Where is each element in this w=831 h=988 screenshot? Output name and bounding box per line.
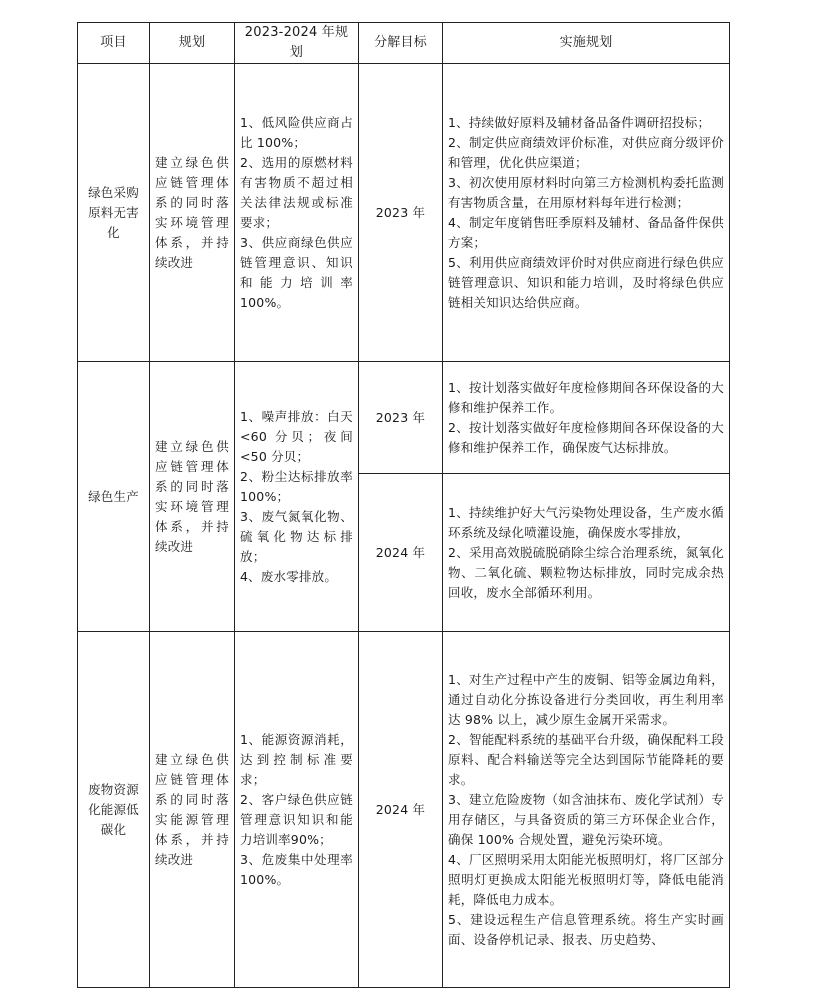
header-implementation: 实施规划 bbox=[443, 23, 730, 64]
header-item: 项目 bbox=[78, 23, 150, 64]
goal-line: 1、低风险供应商占比 100%； bbox=[240, 114, 353, 150]
goal-line: 3、废气氮氧化物、硫氧化物达标排放； bbox=[240, 508, 353, 564]
plan-table bbox=[77, 22, 730, 988]
target-year: 2024 年 bbox=[359, 632, 443, 988]
section-row bbox=[78, 632, 730, 988]
step-line: 2、制定供应商绩效评价标准，对供应商分级评价和管理，优化供应渠道； bbox=[448, 134, 724, 170]
step-line: 5、建设远程生产信息管理系统。将生产实时画面、设备停机记录、报表、历史趋势、 bbox=[448, 911, 724, 947]
header-row bbox=[78, 23, 730, 64]
plan-cell: 建立绿色供应链管理体系的同时落实能源管理体系，并持续改进 bbox=[150, 632, 235, 988]
implementation-cell bbox=[443, 632, 730, 988]
step-line: 3、初次使用原材料时向第三方检测机构委托监测有害物质含量，在用原材料每年进行检测； bbox=[448, 174, 724, 210]
plan-cell: 建立绿色供应链管理体系的同时落实环境管理体系，并持续改进 bbox=[150, 64, 235, 362]
goals-cell bbox=[235, 362, 359, 632]
step-line: 2、按计划落实做好年度检修期间各环保设备的大修和维护保养工作，确保废气达标排放。 bbox=[448, 419, 724, 455]
implementation-cell bbox=[443, 474, 730, 632]
item-cell: 绿色采购原料无害化 bbox=[78, 64, 150, 362]
goals-cell bbox=[235, 64, 359, 362]
header-plan-2023-2024: 2023-2024 年规划 bbox=[235, 23, 359, 64]
implementation-cell bbox=[443, 64, 730, 362]
target-year: 2023 年 bbox=[359, 362, 443, 474]
step-line: 5、利用供应商绩效评价时对供应商进行绿色供应链管理意识、知识和能力培训，及时将绿色供应链相关知识达给供应商。 bbox=[448, 254, 724, 310]
goals-cell bbox=[235, 632, 359, 988]
step-line: 1、按计划落实做好年度检修期间各环保设备的大修和维护保养工作。 bbox=[448, 379, 724, 415]
target-year: 2023 年 bbox=[359, 64, 443, 362]
goal-line: 2、选用的原燃材料有害物质不超过相关法律法规或标准要求； bbox=[240, 154, 353, 230]
implementation-cell bbox=[443, 362, 730, 474]
header-target: 分解目标 bbox=[359, 23, 443, 64]
goal-line: 4、废水零排放。 bbox=[240, 568, 338, 584]
step-line: 1、对生产过程中产生的废铜、铝等金属边角料，通过自动化分拣设备进行分类回收，再生利用率达 98% 以上，减少原生金属开采需求。 bbox=[448, 671, 724, 727]
section-row bbox=[78, 64, 730, 362]
goal-line: 1、噪声排放：白天<60 分贝；夜间<50 分贝； bbox=[240, 408, 353, 464]
goal-line: 3、危废集中处理率 100%。 bbox=[240, 851, 353, 887]
item-cell: 废物资源化能源低碳化 bbox=[78, 632, 150, 988]
header-plan: 规划 bbox=[150, 23, 235, 64]
step-line: 4、厂区照明采用太阳能光板照明灯，将厂区部分照明灯更换成太阳能光板照明灯等，降低电能消耗，降低电力成本。 bbox=[448, 851, 724, 907]
step-line: 2、智能配料系统的基础平台升级，确保配料工段原料、配合料输送等完全达到国际节能降耗的要求。 bbox=[448, 731, 724, 787]
goal-line: 1、能源资源消耗，达到控制标准要求； bbox=[240, 731, 353, 787]
step-line: 3、建立危险废物（如含油抹布、废化学试剂）专用存储区，与具备资质的第三方环保企业合作，确保 100% 合规处置，避免污染环境。 bbox=[448, 791, 724, 847]
section-row bbox=[78, 362, 730, 474]
step-line: 2、采用高效脱硫脱硝除尘综合治理系统，氮氧化物、二氧化硫、颗粒物达标排放，同时完成余热回收，废水全部循环利用。 bbox=[448, 544, 724, 600]
target-year: 2024 年 bbox=[359, 474, 443, 632]
goal-line: 2、客户绿色供应链管理意识知识和能力培训率90%； bbox=[240, 791, 353, 847]
goal-line: 3、供应商绿色供应链管理意识、知识和能力培训率100%。 bbox=[240, 234, 353, 310]
step-line: 4、制定年度销售旺季原料及辅材、备品备件保供方案； bbox=[448, 214, 724, 250]
goal-line: 2、粉尘达标排放率 100%； bbox=[240, 468, 353, 504]
step-line: 1、持续维护好大气污染物处理设备，生产废水循环系统及绿化喷灌设施，确保废水零排放， bbox=[448, 504, 724, 540]
item-cell: 绿色生产 bbox=[78, 362, 150, 632]
step-line: 1、持续做好原料及辅材备品备件调研招投标； bbox=[448, 114, 711, 130]
plan-cell: 建立绿色供应链管理体系的同时落实环境管理体系，并持续改进 bbox=[150, 362, 235, 632]
